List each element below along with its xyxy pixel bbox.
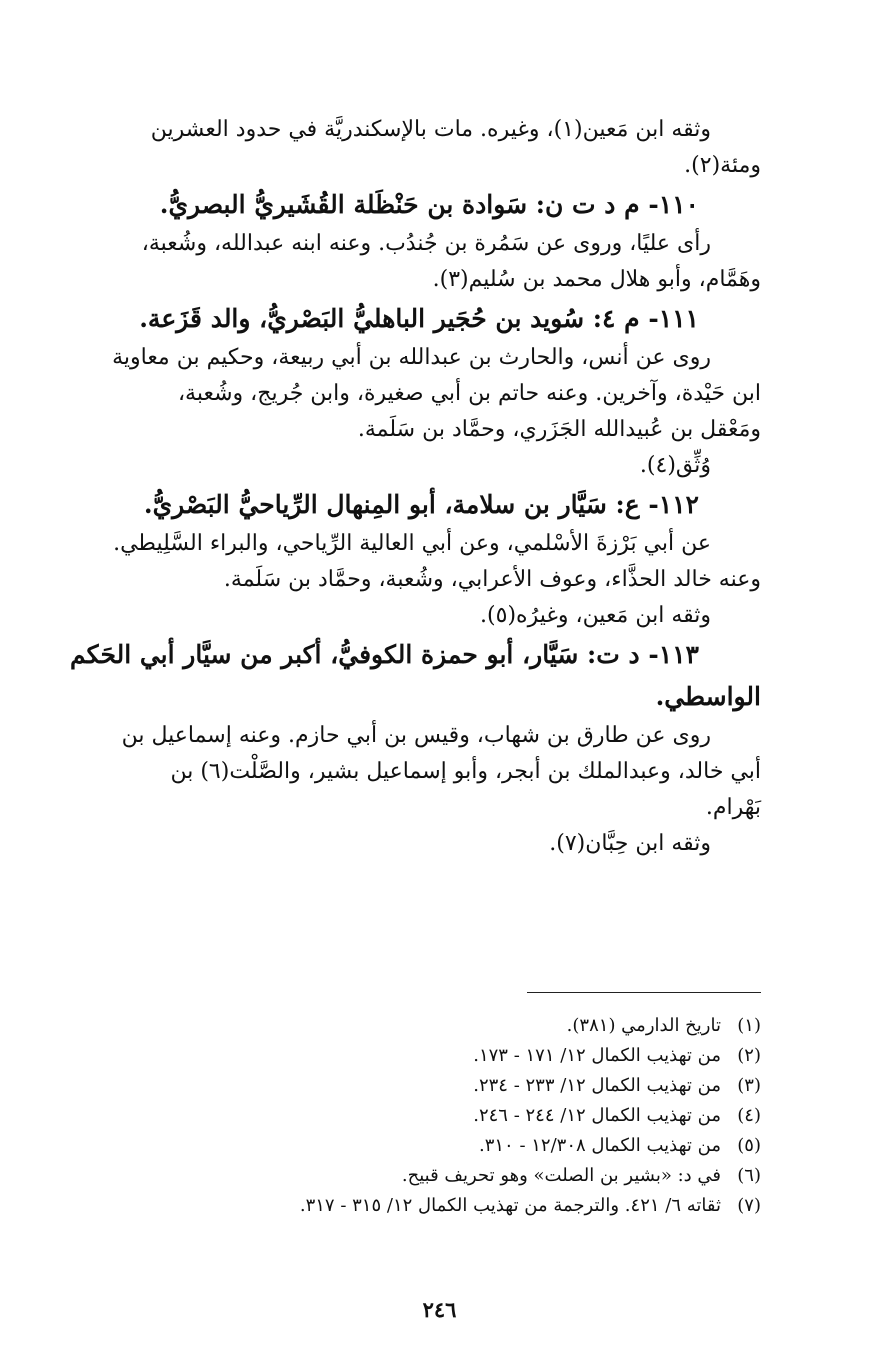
footnote: [40, 1011, 761, 1041]
footnote-text: في د: «بشير بن الصلت» وهو تحريف قبيح.: [401, 1165, 721, 1186]
footnote: [40, 1101, 761, 1131]
footnote-divider: [527, 992, 761, 993]
footnote-text: ثقاته ٦/ ٤٢١. والترجمة من تهذيب الكمال ١٢/ ٣١٥ - ٣١٧.: [299, 1195, 721, 1216]
page-body: [40, 112, 761, 1372]
entry-heading-110: ١١٠- م د ت ن: سَوادة بن حَنْظَلة القُشَيريُّ البصريُّ.: [159, 190, 699, 219]
text-line: ومَعْقل بن عُبيدالله الجَزَري، وحمَّاد بن سَلَمة.: [357, 417, 761, 442]
page-number: ٢٤٦: [422, 1297, 457, 1322]
footnote-number: (٣): [737, 1075, 761, 1096]
footnote-number: (١): [737, 1015, 761, 1036]
text-line: وثقه ابن حِبَّان(٧).: [549, 831, 711, 856]
text-line: روى عن طارق بن شهاب، وقيس بن أبي حازم. وعنه إسماعيل بن: [121, 723, 711, 748]
text-line: وعنه خالد الحذَّاء، وعوف الأعرابي، وشُعبة، وحمَّاد بن سَلَمة.: [223, 567, 761, 592]
footnote-text: من تهذيب الكمال ١٢/ ٢٣٣ - ٢٣٤.: [473, 1075, 721, 1096]
footnote: [40, 1041, 761, 1071]
entry-heading-111: ١١١- م ٤: سُويد بن حُجَير الباهليُّ البَصْريُّ، والد قَزَعة.: [139, 304, 699, 333]
text-line: وُثِّق(٤).: [639, 453, 711, 478]
footnote-number: (٤): [737, 1105, 761, 1126]
text-line: رأى عليًا، وروى عن سَمُرة بن جُندُب. وعنه ابنه عبدالله، وشُعبة،: [141, 231, 711, 256]
entry-heading-113: ١١٣- د ت: سَيَّار، أبو حمزة الكوفيُّ، أكبر من سيَّار أبي الحَكم: [70, 640, 699, 669]
text-line: وثقه ابن مَعين(١)، وغيره. مات بالإسكندريَّة في حدود العشرين: [150, 117, 711, 142]
text-line: وثقه ابن مَعين، وغيرُه(٥).: [480, 603, 711, 628]
footnote: [40, 1071, 761, 1101]
footnote: [40, 1161, 761, 1191]
footnotes: [40, 992, 761, 1221]
text-line: روى عن أنس، والحارث بن عبدالله بن أبي ربيعة، وحكيم بن معاوية: [112, 345, 711, 370]
text-line: وهَمَّام، وأبو هلال محمد بن سُليم(٣).: [432, 267, 761, 292]
entry-heading-112: ١١٢- ع: سَيَّار بن سلامة، أبو المِنهال الرِّياحيُّ البَصْريُّ.: [143, 490, 699, 519]
footnote-text: من تهذيب الكمال ١٢/٣٠٨ - ٣١٠.: [478, 1135, 721, 1156]
footnote-number: (٦): [737, 1165, 761, 1186]
footnote-text: تاريخ الدارمي (٣٨١).: [566, 1015, 721, 1036]
text-line: ابن حَيْدة، وآخرين. وعنه حاتم بن أبي صغيرة، وابن جُريج، وشُعبة،: [177, 381, 761, 406]
footnote-text: من تهذيب الكمال ١٢/ ٢٤٤ - ٢٤٦.: [473, 1105, 721, 1126]
footnote-number: (٥): [737, 1135, 761, 1156]
entry-heading-113-cont: الواسطي.: [655, 682, 761, 711]
footnote: [40, 1131, 761, 1161]
footnote-number: (٧): [737, 1195, 761, 1216]
text-line: ومئة(٢).: [684, 153, 761, 178]
text-line: بَهْرام.: [705, 795, 761, 820]
footnote: [40, 1191, 761, 1221]
footnote-text: من تهذيب الكمال ١٢/ ١٧١ - ١٧٣.: [473, 1045, 721, 1066]
text-line: عن أبي بَرْزةَ الأسْلمي، وعن أبي العالية الرِّياحي، والبراء السَّلِيطي.: [113, 531, 711, 556]
text-line: أبي خالد، وعبدالملك بن أبجر، وأبو إسماعيل بشير، والصَّلْت(٦) بن: [170, 759, 761, 784]
footnote-number: (٢): [737, 1045, 761, 1066]
